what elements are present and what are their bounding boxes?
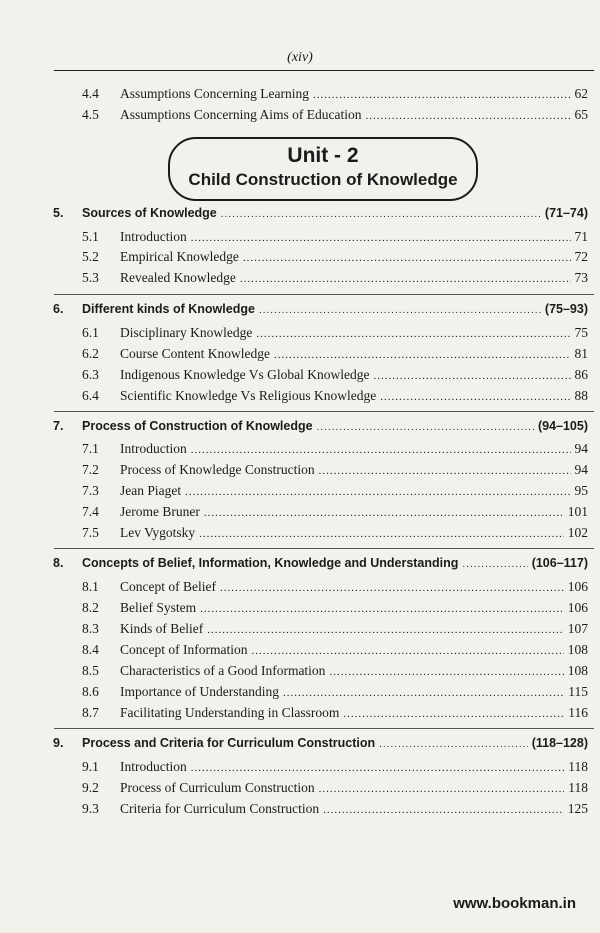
unit-heading-box: [168, 137, 478, 201]
entry-number: 6.4: [82, 388, 99, 403]
entry-title: Revealed Knowledge: [120, 270, 236, 285]
toc-entry: [0, 504, 600, 524]
chapter-pages: (75–93): [544, 302, 588, 316]
toc-entry: [0, 229, 600, 249]
entry-number: 6.3: [82, 367, 99, 382]
toc-entry: [0, 642, 600, 662]
entry-page: 102: [567, 525, 588, 540]
entry-page: 86: [574, 367, 588, 382]
entry-number: 7.1: [82, 441, 99, 456]
entry-page: 125: [567, 801, 588, 816]
entry-number: 7.5: [82, 525, 99, 540]
section-divider: [54, 411, 594, 412]
entry-page: 71: [574, 229, 588, 244]
leader-dots: [200, 603, 564, 615]
toc-entry: [0, 780, 600, 800]
toc-entry: [0, 801, 600, 821]
entry-number: 8.2: [82, 600, 99, 615]
toc-entry: [0, 367, 600, 387]
entry-page: 101: [567, 504, 588, 519]
toc-entry: [0, 270, 600, 290]
entry-title: Jean Piaget: [120, 483, 182, 498]
entry-page: 88: [574, 388, 588, 403]
entry-page: 107: [567, 621, 588, 636]
leader-dots: [191, 232, 571, 244]
leader-dots: [319, 783, 565, 795]
toc-entry: [0, 441, 600, 461]
entry-title: Empirical Knowledge: [120, 249, 239, 264]
toc-entry: [0, 462, 600, 482]
leader-dots: [319, 465, 571, 477]
leader-dots: [462, 559, 527, 570]
chapter-number: 7.: [53, 419, 64, 433]
entry-title: Disciplinary Knowledge: [120, 325, 253, 340]
entry-title: Introduction: [120, 441, 187, 456]
entry-title: Course Content Knowledge: [120, 346, 270, 361]
chapter-number: 8.: [53, 556, 64, 570]
chapter-number: 9.: [53, 736, 64, 750]
entry-page: 73: [574, 270, 588, 285]
entry-number: 4.5: [82, 107, 99, 122]
toc-entry: [0, 621, 600, 641]
leader-dots: [365, 110, 570, 122]
toc-entry: [0, 325, 600, 345]
chapter-number: 6.: [53, 302, 64, 316]
leader-dots: [204, 507, 564, 519]
toc-entry: [0, 579, 600, 599]
entry-title: Assumptions Concerning Aims of Education: [120, 107, 362, 122]
entry-title: Process of Curriculum Construction: [120, 780, 315, 795]
chapter-pages: (94–105): [537, 419, 588, 433]
leader-dots: [240, 273, 571, 285]
toc-entry: [0, 759, 600, 779]
leader-dots: [191, 444, 571, 456]
unit-title: Unit - 2: [287, 144, 359, 167]
entry-number: 6.1: [82, 325, 99, 340]
section-divider: [54, 728, 594, 729]
entry-title: Facilitating Understanding in Classroom: [120, 705, 340, 720]
entry-number: 8.3: [82, 621, 99, 636]
entry-title: Belief System: [120, 600, 197, 615]
leader-dots: [274, 349, 571, 361]
entry-title: Lev Vygotsky: [120, 525, 196, 540]
chapter-title: Concepts of Belief, Information, Knowledge and Understanding: [82, 556, 459, 570]
toc-entry: [0, 600, 600, 620]
entry-title: Importance of Understanding: [120, 684, 279, 699]
entry-title: Introduction: [120, 759, 187, 774]
entry-page: 106: [567, 579, 588, 594]
entry-title: Characteristics of a Good Information: [120, 663, 326, 678]
toc-entry: [0, 684, 600, 704]
entry-number: 8.7: [82, 705, 99, 720]
unit-subtitle: Child Construction of Knowledge: [188, 170, 458, 189]
chapter-pages: (71–74): [544, 206, 588, 220]
leader-dots: [323, 804, 564, 816]
entry-number: 9.1: [82, 759, 99, 774]
entry-number: 5.1: [82, 229, 99, 244]
toc-entry: [0, 663, 600, 683]
toc-entry: [0, 346, 600, 366]
toc-entry: [0, 388, 600, 408]
entry-number: 9.3: [82, 801, 99, 816]
chapter-pages: (118–128): [531, 736, 588, 750]
entry-page: 116: [568, 705, 588, 720]
entry-number: 7.3: [82, 483, 99, 498]
leader-dots: [259, 305, 541, 316]
leader-dots: [343, 708, 564, 720]
leader-dots: [207, 624, 564, 636]
entry-number: 8.6: [82, 684, 99, 699]
leader-dots: [251, 645, 563, 657]
entry-title: Assumptions Concerning Learning: [120, 86, 309, 101]
leader-dots: [256, 328, 570, 340]
chapter-heading: [0, 206, 600, 226]
entry-title: Introduction: [120, 229, 187, 244]
website-url: www.bookman.in: [453, 895, 576, 912]
entry-number: 7.4: [82, 504, 99, 519]
entry-title: Concept of Information: [120, 642, 248, 657]
entry-page: 94: [574, 441, 588, 456]
toc-entry: [0, 249, 600, 269]
toc-entry: [0, 525, 600, 545]
section-divider: [54, 548, 594, 549]
chapter-heading: [0, 556, 600, 576]
chapter-pages: (106–117): [531, 556, 588, 570]
entry-number: 6.2: [82, 346, 99, 361]
chapter-heading: [0, 419, 600, 439]
entry-page: 95: [574, 483, 588, 498]
entry-page: 81: [574, 346, 588, 361]
toc-entry: [0, 107, 600, 127]
entry-number: 5.2: [82, 249, 99, 264]
leader-dots: [243, 252, 571, 264]
page-number: (xiv): [287, 50, 313, 65]
leader-dots: [379, 739, 528, 750]
leader-dots: [191, 762, 565, 774]
entry-page: 118: [568, 780, 588, 795]
toc-entry: [0, 483, 600, 503]
leader-dots: [283, 687, 564, 699]
entry-number: 9.2: [82, 780, 99, 795]
chapter-title: Process and Criteria for Curriculum Construction: [82, 736, 376, 750]
entry-title: Indigenous Knowledge Vs Global Knowledge: [120, 367, 370, 382]
chapter-heading: [0, 736, 600, 756]
entry-page: 62: [574, 86, 588, 101]
entry-page: 94: [574, 462, 588, 477]
leader-dots: [220, 582, 564, 594]
entry-title: Criteria for Curriculum Construction: [120, 801, 320, 816]
leader-dots: [380, 391, 570, 403]
leader-dots: [373, 370, 570, 382]
leader-dots: [199, 528, 564, 540]
entry-page: 65: [574, 107, 588, 122]
header-rule: [54, 70, 594, 71]
entry-title: Concept of Belief: [120, 579, 216, 594]
entry-title: Process of Knowledge Construction: [120, 462, 315, 477]
leader-dots: [221, 209, 541, 220]
entry-page: 115: [568, 684, 588, 699]
chapter-number: 5.: [53, 206, 64, 220]
entry-number: 4.4: [82, 86, 99, 101]
leader-dots: [313, 89, 571, 101]
entry-page: 118: [568, 759, 588, 774]
entry-title: Jerome Bruner: [120, 504, 200, 519]
section-divider: [54, 294, 594, 295]
entry-number: 5.3: [82, 270, 99, 285]
leader-dots: [317, 422, 534, 433]
toc-entry: [0, 86, 600, 106]
entry-number: 8.1: [82, 579, 99, 594]
entry-page: 75: [574, 325, 588, 340]
chapter-heading: [0, 302, 600, 322]
chapter-title: Different kinds of Knowledge: [82, 302, 255, 316]
entry-page: 108: [567, 663, 588, 678]
chapter-title: Process of Construction of Knowledge: [82, 419, 313, 433]
entry-page: 72: [574, 249, 588, 264]
leader-dots: [329, 666, 563, 678]
entry-number: 8.5: [82, 663, 99, 678]
entry-number: 7.2: [82, 462, 99, 477]
entry-page: 106: [567, 600, 588, 615]
entry-title: Scientific Knowledge Vs Religious Knowledge: [120, 388, 377, 403]
chapter-title: Sources of Knowledge: [82, 206, 217, 220]
leader-dots: [185, 486, 570, 498]
entry-number: 8.4: [82, 642, 99, 657]
entry-title: Kinds of Belief: [120, 621, 204, 636]
toc-entry: [0, 705, 600, 725]
entry-page: 108: [567, 642, 588, 657]
